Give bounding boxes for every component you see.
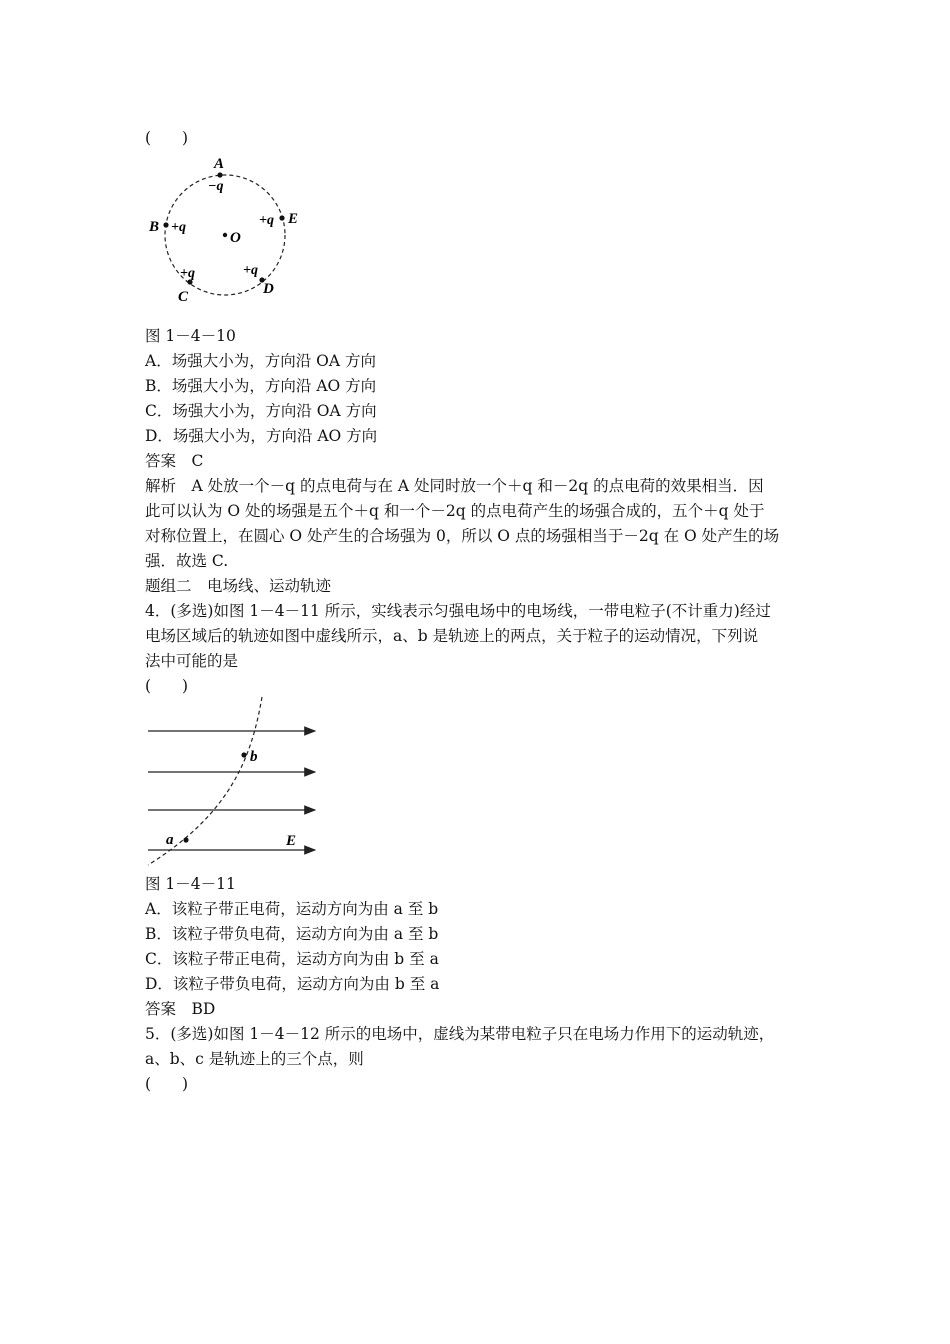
analysis-line: 此可以认为 O 处的场强是五个＋q 和一个－2q 的点电荷产生的场强合成的，五个＋q 处于 <box>145 502 765 520</box>
figure-caption: 图 1－4－11 <box>145 875 236 893</box>
label-b: B <box>149 219 160 235</box>
option-a: A．场强大小为，方向沿 OA 方向 <box>145 352 376 370</box>
field-lines-figure <box>140 695 330 870</box>
label-a: A <box>214 156 225 172</box>
option-c: C．场强大小为，方向沿 OA 方向 <box>145 402 377 420</box>
question-stem-line: 5．(多选)如图 1－4－12 所示的电场中，虚线为某带电粒子只在电场力作用下的运动轨迹， <box>145 1025 775 1043</box>
label-b: b <box>250 749 258 765</box>
charge-d: +q <box>243 263 258 278</box>
label-a: a <box>166 832 174 848</box>
answer-bracket: ( ) <box>145 677 189 695</box>
question-stem-line: 电场区域后的轨迹如图中虚线所示，a、b 是轨迹上的两点，关于粒子的运动情况，下列说 <box>145 627 759 645</box>
option-b: B．场强大小为，方向沿 AO 方向 <box>145 377 377 395</box>
charge-c: +q <box>180 266 195 281</box>
label-d: D <box>263 281 274 297</box>
circle-charges-figure <box>140 150 310 310</box>
question-stem-line: 4．(多选)如图 1－4－11 所示，实线表示匀强电场中的电场线，一带电粒子(不计重力)经过 <box>145 602 771 620</box>
point-e-dot <box>279 215 284 220</box>
charge-e: +q <box>259 213 274 228</box>
option-a: A．该粒子带正电荷，运动方向为由 a 至 b <box>145 900 439 918</box>
label-e: E <box>288 211 299 227</box>
option-d: D．该粒子带负电荷，运动方向为由 b 至 a <box>145 975 440 993</box>
label-e: E <box>286 833 297 849</box>
analysis-line: 对称位置上，在圆心 O 处产生的合场强为 0，所以 O 点的场强相当于－2q 在 O 处产生的场 <box>145 527 780 545</box>
analysis-line: 解析 A 处放一个－q 的点电荷与在 A 处同时放一个＋q 和－2q 的点电荷的效果相当．因 <box>145 477 764 495</box>
label-c: C <box>178 289 189 305</box>
point-o-dot <box>223 233 227 237</box>
answer: 答案 BD <box>145 1000 216 1018</box>
point-a-dot <box>217 172 222 177</box>
point-a-dot <box>183 837 188 842</box>
charge-b: +q <box>171 220 186 235</box>
option-c: C．该粒子带正电荷，运动方向为由 b 至 a <box>145 950 439 968</box>
label-o: O <box>230 230 241 246</box>
answer-bracket: ( ) <box>145 1075 189 1093</box>
point-b-dot <box>163 222 168 227</box>
analysis-line: 强．故选 C. <box>145 552 229 570</box>
option-d: D．场强大小为，方向沿 AO 方向 <box>145 427 378 445</box>
question-stem-line: a、b、c 是轨迹上的三个点，则 <box>145 1050 364 1068</box>
answer: 答案 C <box>145 452 204 470</box>
point-b-dot <box>241 752 246 757</box>
section-title: 题组二 电场线、运动轨迹 <box>145 577 332 595</box>
figure-caption: 图 1－4－10 <box>145 327 236 345</box>
charge-a: −q <box>208 179 224 194</box>
question-stem-line: 法中可能的是 <box>145 652 239 670</box>
option-b: B．该粒子带负电荷，运动方向为由 a 至 b <box>145 925 439 943</box>
answer-bracket: ( ) <box>145 129 189 147</box>
